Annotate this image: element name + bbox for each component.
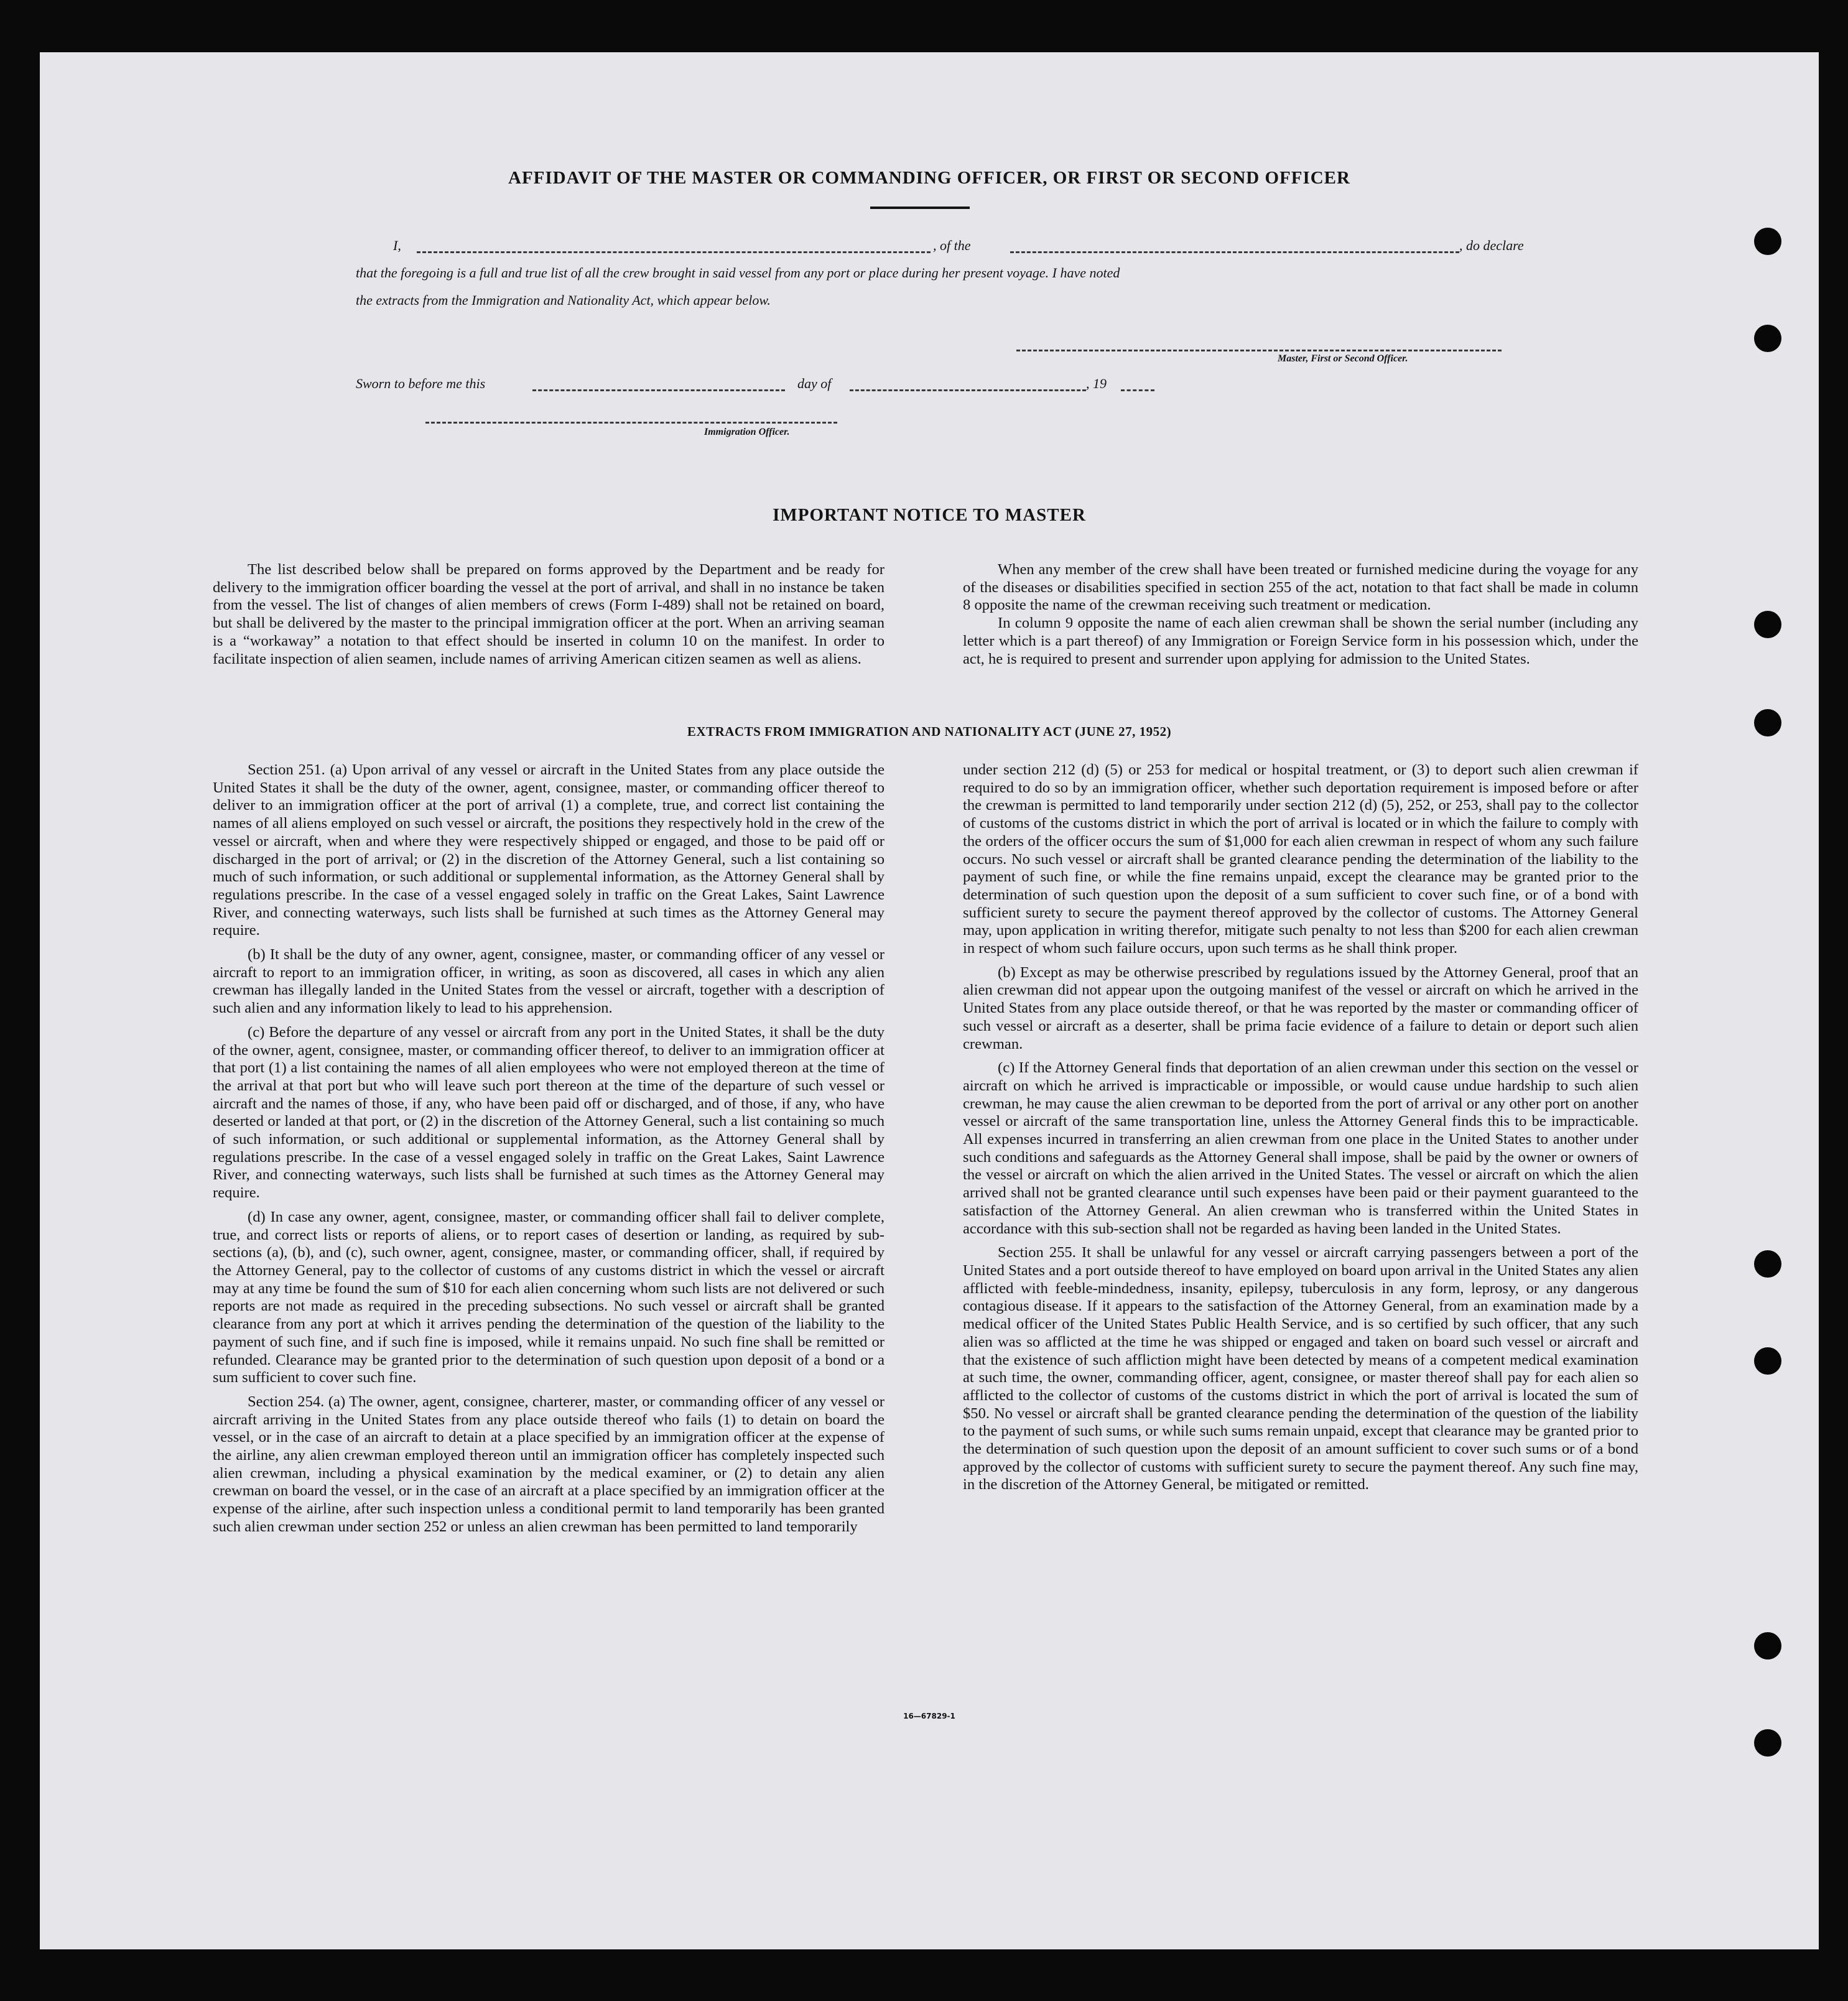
declaration-text-line-2: the extracts from the Immigration and Nationality Act, which appear below. bbox=[356, 292, 771, 308]
declaration-text-line-1: that the foregoing is a full and true list of all the crew brought in said vessel from any port or place during her present voyage. I have noted bbox=[356, 265, 1120, 281]
punch-hole bbox=[1754, 228, 1781, 255]
sworn-year-field[interactable] bbox=[1121, 389, 1154, 391]
notice-paragraph: When any member of the crew shall have been treated or furnished medicine during the voyage for any of the diseases or disabilities specified in section 255 of the act, notation to that fact shall be made in column 8 opposite the name of the crewman receiving such treatment or medication. bbox=[963, 561, 1638, 614]
extract-paragraph: (d) In case any owner, agent, consignee, master, or commanding officer shall fail to deliver complete, true, and correct lists or reports of aliens, or to report cases of desertion or landing, as required by sub-sections (a), (b), and (c), such owner, agent, consignee, master, or commanding officer, shall, if required by the Attorney General, pay to the collector of customs of any customs district in which the vessel or aircraft may at any time be found the sum of $10 for each alien concerning whom such lists are not delivered or such reports are not made as required in the preceding subsections. No such vessel or aircraft shall be granted clearance from any port at which it arrives pending the determination of the question of the liability to the payment of such fine, and if such fine is imposed, while it remains unpaid. No such fine shall be remitted or refunded. Clearance may be granted prior to the determination of such question upon deposit of a bond or a sum sufficient to cover such fine. bbox=[213, 1208, 885, 1386]
master-signature-label: Master, First or Second Officer. bbox=[1278, 353, 1408, 364]
master-signature-field[interactable] bbox=[1016, 350, 1502, 351]
extract-paragraph: Section 254. (a) The owner, agent, consignee, charterer, master, or commanding officer of any vessel or aircraft arriving in the United States from any place outside thereof who fails (1) to detain on board the vessel, or in the case of an aircraft to detain at a place specified by an immigration officer at the expense of the airline, any alien crewman employed thereon until an immigration officer has completely inspected such alien crewman, including a physical examination by the medical examiner, or (2) to detain any alien crewman on board the vessel, or in the case of an aircraft at a place specified by an immigration officer at the expense of the airline, after such inspection unless a conditional permit to land temporarily has been granted such alien crewman under section 252 or unless an alien crewman has been permitted to land temporarily bbox=[213, 1393, 885, 1535]
punch-hole bbox=[1754, 1632, 1781, 1660]
form-number: 16—67829-1 bbox=[903, 1712, 955, 1720]
title-underline bbox=[870, 207, 970, 209]
extract-paragraph: under section 212 (d) (5) or 253 for medical or hospital treatment, or (3) to deport such alien crewman if required to do so by an immigration officer, whether such deportation requirement is imposed before or after the crewman is permitted to land temporarily under section 212 (d) (5), 252, or 253, shall pay to the collector of customs of the customs district in which the port of arrival is located or in which the failure to comply with the orders of the officer occurs the sum of $1,000 for each alien crewman in respect of whom any such failure occurs. No such vessel or aircraft shall be granted clearance pending the determination of the liability to the payment of such fine, or while the fine remains unpaid, except the clearance may be granted prior to the determination of such question upon the deposit of a sum sufficient to cover such fine, or of a bond with sufficient surety to secure the payment thereof approved by the collector of customs. The Attorney General may, upon application in writing therefor, mitigate such penalty to not less than $200 for each alien crewman in respect of whom such failure occurs, upon such terms as he shall think proper. bbox=[963, 761, 1638, 957]
extract-paragraph: (c) If the Attorney General finds that deportation of an alien crewman under this section on the vessel or aircraft on which he arrived is impracticable or impossible, or would cause undue hardship to such alien crewman, he may cause the alien crewman to be deported from the port of arrival or any other port on another vessel or aircraft of the same transportation line, unless the Attorney General finds this to be impracticable. All expenses incurred in transferring an alien crewman from one place in the United States to another under such conditions and safeguards as the Attorney General shall impose, shall be paid by the owner or owners of the vessel or aircraft on which the alien arrived in the United States. The vessel or aircraft on which the alien arrived shall not be granted clearance until such expenses have been paid or their payment guaranteed to the satisfaction of the Attorney General. An alien crewman who is transferred within the United States in accordance with this sub-section shall not be regarded as having been landed in the United States. bbox=[963, 1059, 1638, 1237]
extracts-right-column bbox=[963, 761, 1638, 1500]
notice-paragraph: The list described below shall be prepared on forms approved by the Department and be ready for delivery to the immigration officer boarding the vessel at the port of arrival, and shall in no instance be taken from the vessel. The list of changes of alien members of crews (Form I-489) shall not be retained on board, but shall be delivered by the master to the principal immigration officer at the port. When an arriving seaman is a “workaway” a notation to that effect should be inserted in column 10 on the manifest. In order to facilitate inspection of alien seamen, include names of arriving American citizen seamen as well as aliens. bbox=[213, 561, 885, 667]
day-of-label: day of bbox=[797, 376, 832, 391]
do-declare-label: , do declare bbox=[1459, 238, 1524, 253]
punch-hole bbox=[1754, 1250, 1781, 1278]
punch-hole bbox=[1754, 611, 1781, 638]
affidavit-title: AFFIDAVIT OF THE MASTER OR COMMANDING OFFICER, OR FIRST OR SECOND OFFICER bbox=[508, 168, 1350, 188]
immigration-officer-signature-field[interactable] bbox=[425, 422, 837, 424]
of-the-label: , of the bbox=[933, 238, 971, 253]
extract-paragraph: (b) Except as may be otherwise prescribed by regulations issued by the Attorney General, proof that an alien crewman did not appear upon the outgoing manifest of the vessel or aircraft on which he arrived in the United States from any place outside thereof, or that he was reported by the master or commanding officer of such vessel or aircraft as a deserter, shall be prima facie evidence of a failure to detain or deport such alien crewman. bbox=[963, 963, 1638, 1052]
extract-paragraph: (b) It shall be the duty of any owner, agent, consignee, master, or commanding officer of any vessel or aircraft to report to an immigration officer, in writing, as soon as discovered, all cases in which any alien crewman has illegally landed in the United States from the vessel or aircraft, together with a description of such alien and any information likely to lead to his apprehension. bbox=[213, 946, 885, 1017]
punch-hole bbox=[1754, 709, 1781, 736]
year-label: , 19 bbox=[1086, 376, 1107, 391]
sworn-label: Sworn to before me this bbox=[356, 376, 486, 391]
immigration-officer-label: Immigration Officer. bbox=[704, 427, 790, 437]
extracts-left-column bbox=[213, 761, 885, 1543]
notice-title: IMPORTANT NOTICE TO MASTER bbox=[773, 505, 1086, 525]
extract-paragraph: Section 255. It shall be unlawful for any vessel or aircraft carrying passengers between a port of the United States and a port outside thereof to have employed on board upon arrival in the United States any alien afflicted with feeble-mindedness, insanity, epilepsy, tuberculosis in any form, leprosy, or any dangerous contagious disease. If it appears to the satisfaction of the Attorney General, from an examination made by a medical officer of the United States Public Health Service, and is so certified by such officer, that any such alien was so afflicted at the time he was shipped or engaged and taken on board such vessel or aircraft and that the existence of such affliction might have been detected by means of a competent medical examination at such time, the owner, commanding officer, agent, consignee, or master thereof shall pay for each alien so afflicted to the collector of customs of the customs district in which the port of arrival is located the sum of $50. No vessel or aircraft shall be granted clearance pending the determination of the question of the liability to the payment of such sums, or while such sums remain unpaid, except that clearance may be granted prior to the determination of such question upon the deposit of an amount sufficient to cover such sums or of a bond approved by the collector of customs with sufficient surety to secure the payment thereof. Any such fine may, in the discretion of the Attorney General, be mitigated or remitted. bbox=[963, 1244, 1638, 1493]
notice-paragraph: In column 9 opposite the name of each alien crewman shall be shown the serial number (including any letter which is a part thereof) of any Immigration or Foreign Service form in his possession which, under the act, he is required to present and surrender upon applying for admission to the United States. bbox=[963, 615, 1638, 667]
sworn-month-field[interactable] bbox=[850, 389, 1086, 391]
punch-hole bbox=[1754, 1347, 1781, 1375]
notice-right-column bbox=[963, 561, 1638, 674]
form-page bbox=[40, 52, 1819, 1949]
vessel-name-field[interactable] bbox=[1010, 251, 1459, 253]
extracts-title: EXTRACTS FROM IMMIGRATION AND NATIONALITY ACT (JUNE 27, 1952) bbox=[687, 724, 1172, 739]
declarant-label: I, bbox=[393, 238, 401, 253]
punch-hole bbox=[1754, 325, 1781, 352]
punch-hole bbox=[1754, 1729, 1781, 1757]
extract-paragraph: Section 251. (a) Upon arrival of any vessel or aircraft in the United States from any place outside the United States it shall be the duty of the owner, agent, consignee, master, or commanding officer thereof to deliver to an immigration officer at the port of arrival (1) a complete, true, and correct list containing the names of all aliens employed on such vessel or aircraft, the positions they respectively hold in the crew of the vessel or aircraft, when and where they were respectively shipped or engaged, and those to be paid off or discharged in the port of arrival; or (2) in the discretion of the Attorney General, such a list containing so much of such information, or such additional or supplemental information, as the Attorney General shall by regulations prescribe. In the case of a vessel engaged solely in traffic on the Great Lakes, Saint Lawrence River, and connecting waterways, such lists shall be furnished at such times as the Attorney General may require. bbox=[213, 761, 885, 939]
extract-paragraph: (c) Before the departure of any vessel or aircraft from any port in the United States, it shall be the duty of the owner, agent, consignee, master, or commanding officer thereof, to deliver to an immigration officer at that port (1) a list containing the names of all alien employees who were not employed thereon at the time of the arrival at that port but who will leave such port thereon at the time of the departure of such vessel or aircraft and the names of those, if any, who have been paid off or discharged, and of those, if any, who have deserted or landed at that port, or (2) in the discretion of the Attorney General, such a list containing so much of such information, or such additional or supplemental information, as the Attorney General shall by regulations prescribe. In the case of a vessel engaged solely in traffic on the Great Lakes, Saint Lawrence River, and connecting waterways, such lists shall be furnished at such times as the Attorney General may require. bbox=[213, 1023, 885, 1202]
declarant-name-field[interactable] bbox=[417, 251, 931, 253]
notice-left-column bbox=[213, 561, 885, 674]
sworn-day-field[interactable] bbox=[532, 389, 785, 391]
